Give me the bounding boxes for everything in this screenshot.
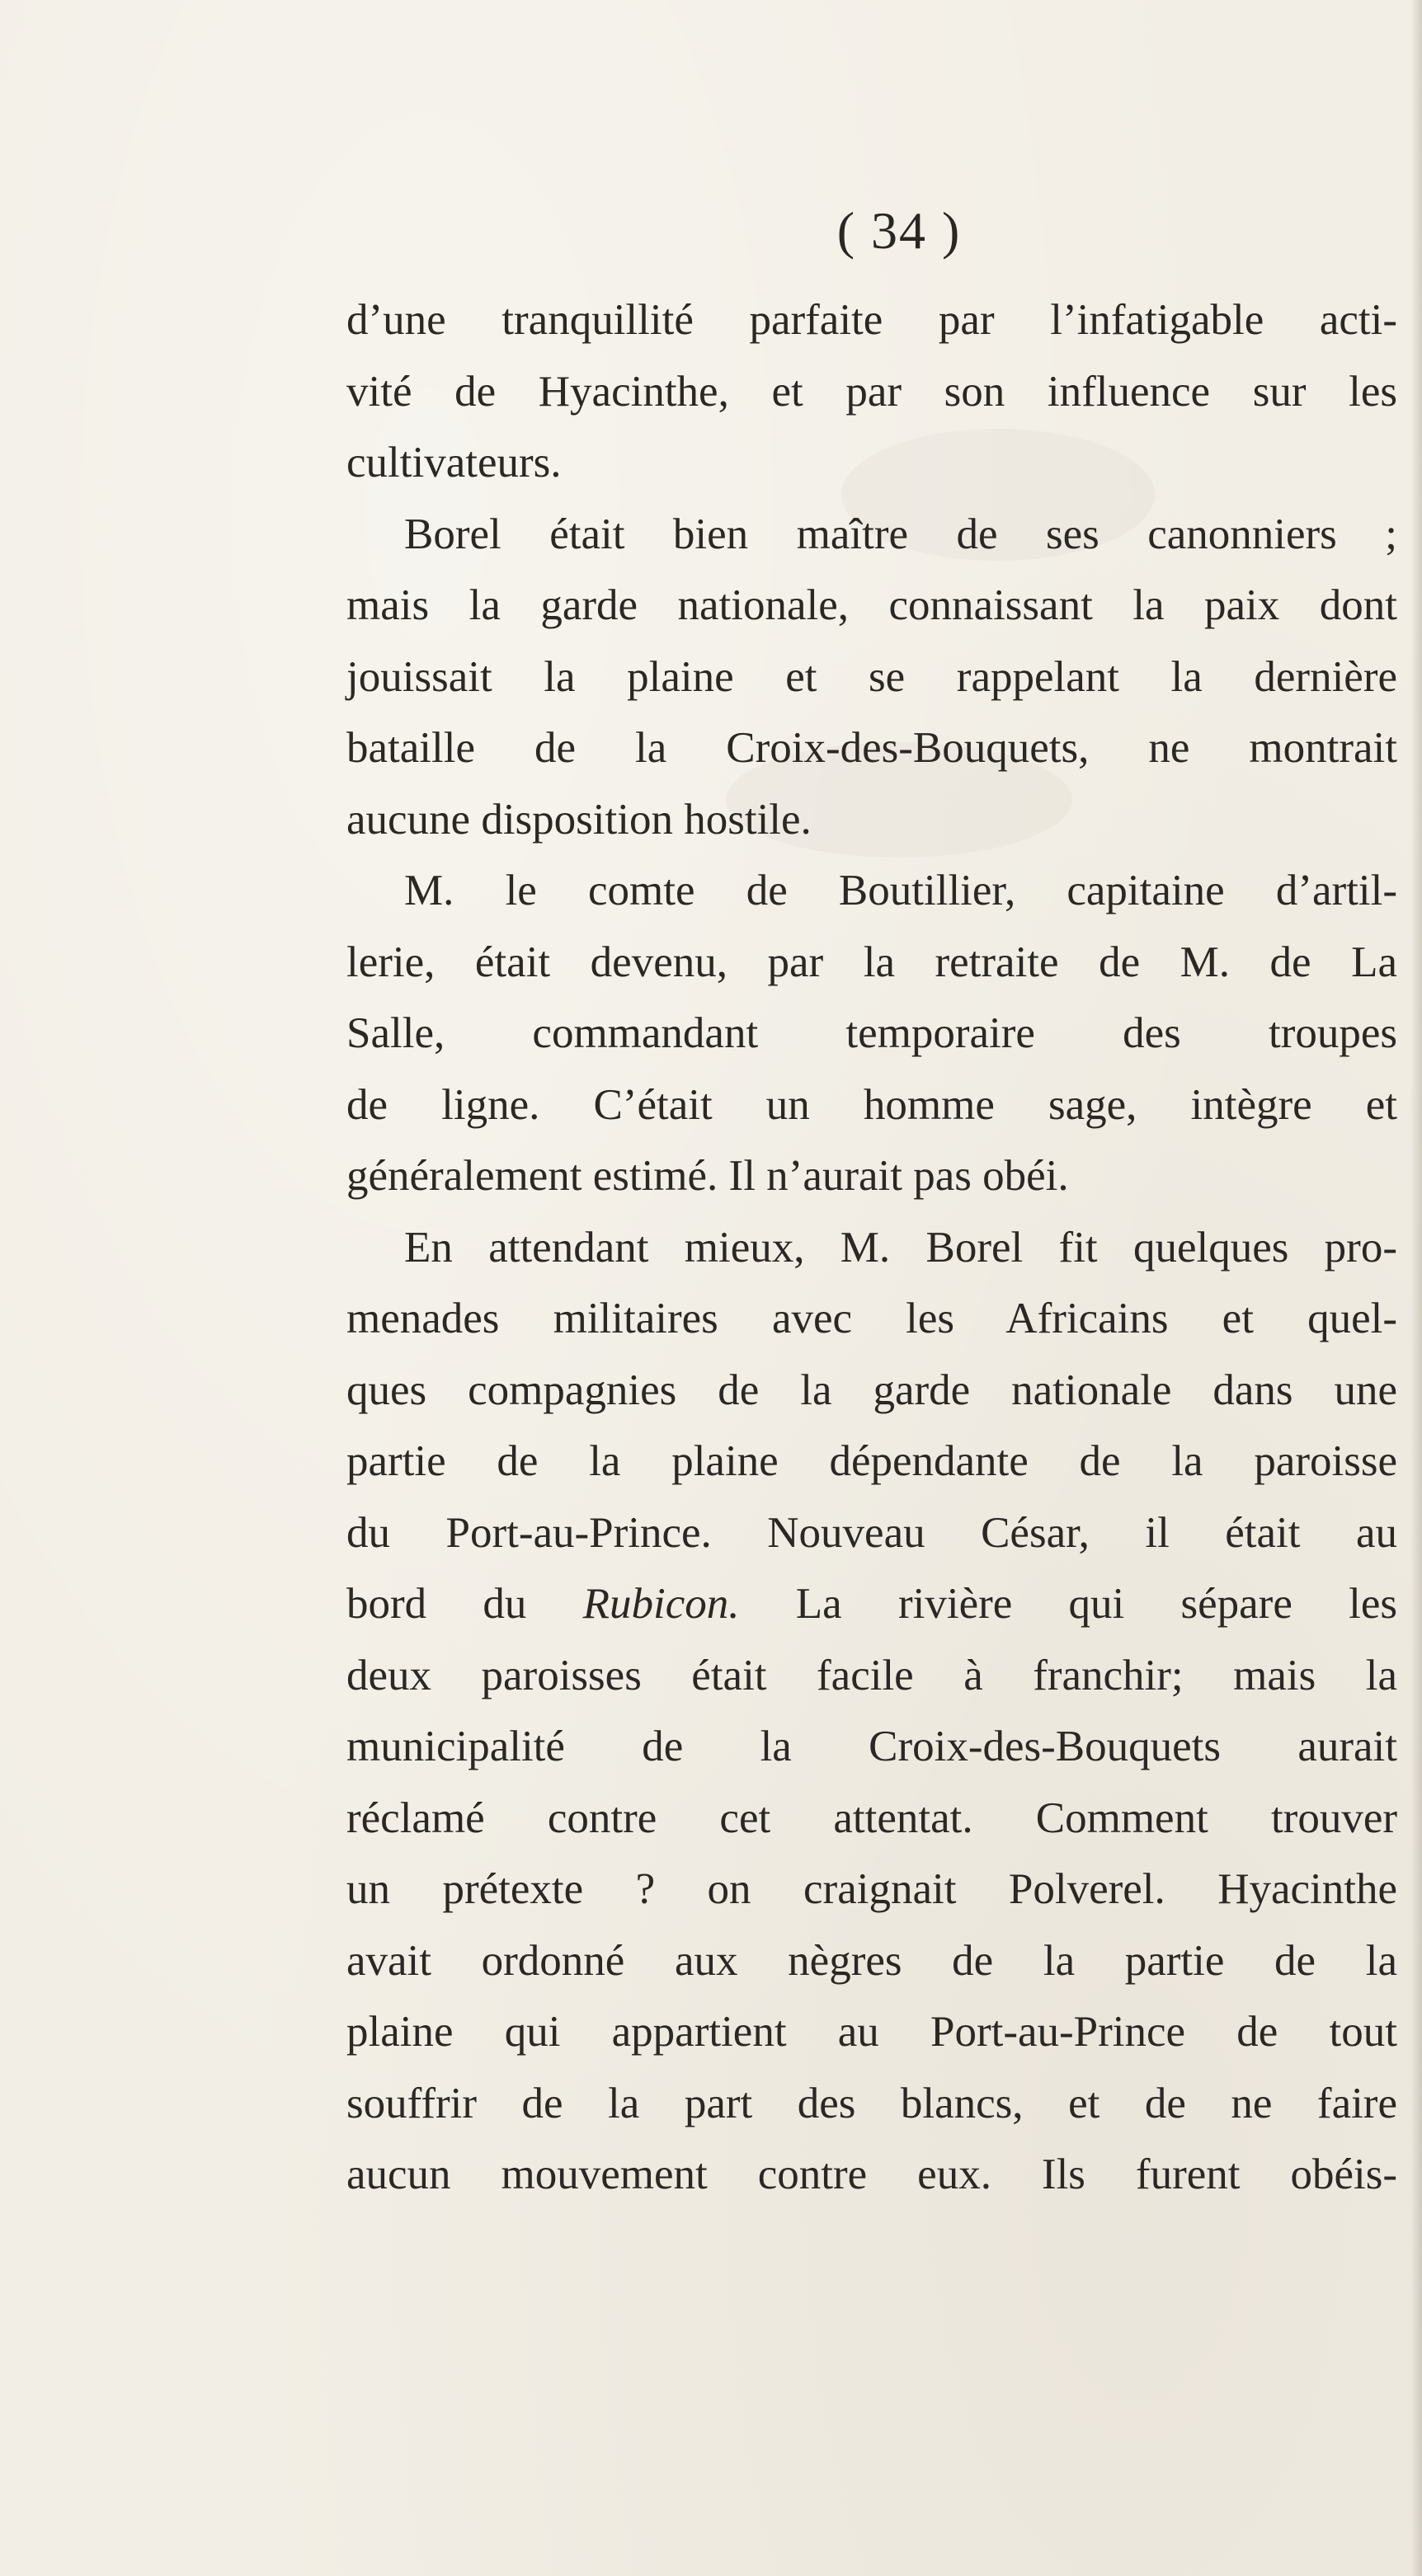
text-line: M. le comte de Boutillier, capitaine d’artil- — [404, 867, 1397, 914]
text-line: plaine qui appartient au Port-au-Prince de tout — [346, 2008, 1397, 2056]
text-line: En attendant mieux, M. Borel fit quelques pro- — [404, 1223, 1397, 1272]
text-line: d’une tranquillité parfaite par l’infatigable acti- — [346, 296, 1397, 344]
text-line: menades militaires avec les Africains et quel- — [346, 1295, 1397, 1342]
body-text — [346, 284, 1397, 2211]
text-line: vité de Hyacinthe, et par son influence sur les — [346, 367, 1397, 416]
text-line: du Port-au-Prince. Nouveau César, il était au — [346, 1508, 1397, 1557]
text-line: mais la garde nationale, connaissant la paix dont — [346, 581, 1397, 629]
text-fragment: La rivière qui sépare les — [739, 1580, 1397, 1628]
text-line: partie de la plaine dépendante de la paroisse — [346, 1437, 1397, 1485]
text-line: ques compagnies de la garde nationale dans une — [346, 1366, 1397, 1414]
text-line: souffrir de la part des blancs, et de ne faire — [346, 2079, 1397, 2127]
text-line: généralement estimé. Il n’aurait pas obéi. — [346, 1152, 1069, 1200]
text-line: aucune disposition hostile. — [346, 795, 812, 844]
text-line: réclamé contre cet attentat. Comment trouver — [346, 1793, 1397, 1842]
text-line: jouissait la plaine et se rappelant la dernière — [346, 652, 1397, 701]
text-line: lerie, était devenu, par la retraite de M. de La — [346, 938, 1397, 986]
text-fragment: bord du — [346, 1580, 583, 1628]
text-line: aucun mouvement contre eux. Ils furent obéis- — [346, 2151, 1397, 2198]
text-line: deux paroisses était facile à franchir; mais la — [346, 1651, 1397, 1699]
text-line: avait ordonné aux nègres de la partie de la — [346, 1936, 1397, 1985]
text-line: de ligne. C’était un homme sage, intègre et — [346, 1080, 1397, 1129]
text-line: municipalité de la Croix-des-Bouquets aurait — [346, 1723, 1397, 1770]
text-line: Borel était bien maître de ses canonniers ; — [404, 510, 1397, 558]
page-edge-shadow — [1410, 0, 1422, 2576]
text-line: Salle, commandant temporaire des troupes — [346, 1009, 1397, 1057]
text-line: bataille de la Croix-des-Bouquets, ne montrait — [346, 724, 1397, 772]
italic-word: Rubicon. — [582, 1580, 740, 1628]
text-line — [346, 1568, 1397, 1640]
text-line: un prétexte ? on craignait Polverel. Hyacinthe — [346, 1865, 1397, 1913]
text-line: cultivateurs. — [346, 439, 562, 487]
page-number: ( 34 ) — [836, 201, 962, 260]
